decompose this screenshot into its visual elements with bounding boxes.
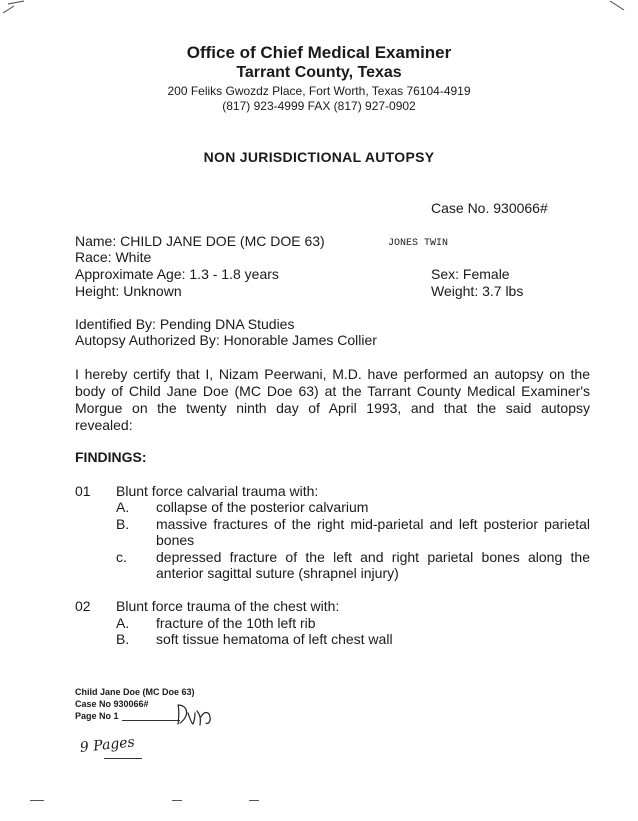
finding-number: 02 [75,598,91,614]
finding-item-text: soft tissue hematoma of left chest wall [156,631,393,647]
scan-corner-mark [600,0,638,14]
county-title: Tarrant County, Texas [236,64,402,81]
footer-case-number: Case No 930066# [75,699,149,709]
finding-item-letter: B. [116,516,130,532]
finding-item-text: massive fractures of the right mid-parietal and left posterior parietal [156,516,590,532]
certification-line: body of Child Jane Doe (MC Doe 63) at the Tarrant County Medical Examiner's [75,383,590,399]
finding-item-text: depressed fracture of the left and right parietal bones along the [156,549,590,565]
subject-sex: Sex: Female [431,266,510,282]
finding-item-text: collapse of the posterior calvarium [156,499,369,515]
finding-item-letter: B. [116,631,130,647]
finding-item-letter: c. [116,549,127,565]
finding-item-letter: A. [116,615,130,631]
subject-height: Height: Unknown [75,283,182,299]
office-title: Office of Chief Medical Examiner [186,43,452,62]
subject-age: Approximate Age: 1.3 - 1.8 years [75,266,279,282]
certification-line: Morgue on the twenty ninth day of April 1993, and that the said autopsy [75,400,590,416]
finding-text: Blunt force calvarial trauma with: [116,483,319,499]
finding-item-text: fracture of the 10th left rib [156,615,316,631]
finding-item-continuation: bones [156,532,195,548]
findings-heading: FINDINGS: [75,449,147,465]
case-number: Case No. 930066# [431,200,548,216]
office-phone-fax: (817) 923-4999 FAX (817) 927-0902 [222,99,416,113]
handwritten-page-count: 9 Pages [79,734,136,756]
subject-race: Race: White [75,249,152,265]
finding-number: 01 [75,483,91,499]
footer-page-number: Page No 1 [75,711,119,721]
scan-corner-mark [0,0,30,16]
authorized-by: Autopsy Authorized By: Honorable James Collier [75,332,377,348]
finding-item-text-block [156,516,590,548]
identified-by: Identified By: Pending DNA Studies [75,316,295,332]
footer-subject: Child Jane Doe (MC Doe 63) [75,687,195,697]
typed-stamp: JONES TWIN [388,238,449,249]
scan-edge-mark [172,800,182,801]
subject-weight: Weight: 3.7 lbs [431,283,524,299]
certification-line: I hereby certify that I, Nizam Peerwani, M.D. have performed an autopsy on the [75,366,590,382]
initials-signature [172,702,220,728]
scan-edge-mark [30,800,44,801]
handwritten-underline [104,758,142,759]
certification-line: revealed: [75,417,133,433]
certification-paragraph [75,366,590,434]
subject-name: Name: CHILD JANE DOE (MC DOE 63) [75,233,325,249]
finding-item-continuation: anterior sagittal suture (shrapnel injury) [156,565,399,581]
finding-item-text-block [156,549,590,581]
scan-edge-mark [249,800,259,801]
report-title: NON JURISDICTIONAL AUTOPSY [203,149,435,165]
finding-text: Blunt force trauma of the chest with: [116,598,340,614]
finding-item-letter: A. [116,499,130,515]
office-address: 200 Feliks Gwozdz Place, Fort Worth, Texas 76104-4919 [167,84,471,98]
